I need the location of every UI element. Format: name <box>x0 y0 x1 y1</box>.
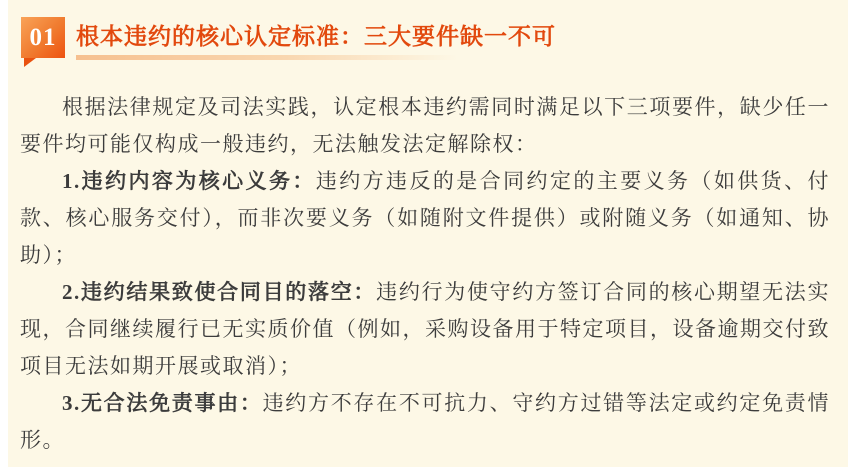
article-body <box>8 89 848 459</box>
section-number: 01 <box>29 23 57 51</box>
paragraph-point-1-lead: 1.违约内容为核心义务： <box>62 168 316 193</box>
paragraph-intro <box>20 89 830 163</box>
paragraph-point-2 <box>20 274 830 385</box>
paragraph-point-1 <box>20 163 830 274</box>
paragraph-point-2-text: 违约行为使守约方签订合同的核心期望无法实现，合同继续履行已无实质价值（例如，采购设备用于特定项目，设备逾期交付致项目无法如期开展或取消）； <box>20 279 831 378</box>
paragraph-intro-text: 根据法律规定及司法实践，认定根本违约需同时满足以下三项要件，缺少任一要件均可能仅构成一般违约，无法触发法定解除权： <box>20 94 830 156</box>
section-title: 根本违约的核心认定标准：三大要件缺一不可 <box>76 24 556 49</box>
paragraph-point-1-text: 违约方违反的是合同约定的主要义务（如供货、付款、核心服务交付），而非次要义务（如随附文件提供）或附随义务（如通知、协助）； <box>20 168 831 267</box>
section-header <box>8 0 848 60</box>
paragraph-point-2-lead: 2.违约结果致使合同目的落空： <box>62 279 377 304</box>
paragraph-point-3 <box>20 385 830 459</box>
section-number-badge <box>21 17 65 58</box>
paragraph-point-3-lead: 3.无合法免责事由： <box>62 390 263 415</box>
section-title-wrap <box>76 22 556 60</box>
title-underline <box>76 55 458 60</box>
paragraph-point-3-text: 违约方不存在不可抗力、守约方过错等法定或约定免责情形。 <box>20 390 831 452</box>
article-panel <box>8 0 848 467</box>
